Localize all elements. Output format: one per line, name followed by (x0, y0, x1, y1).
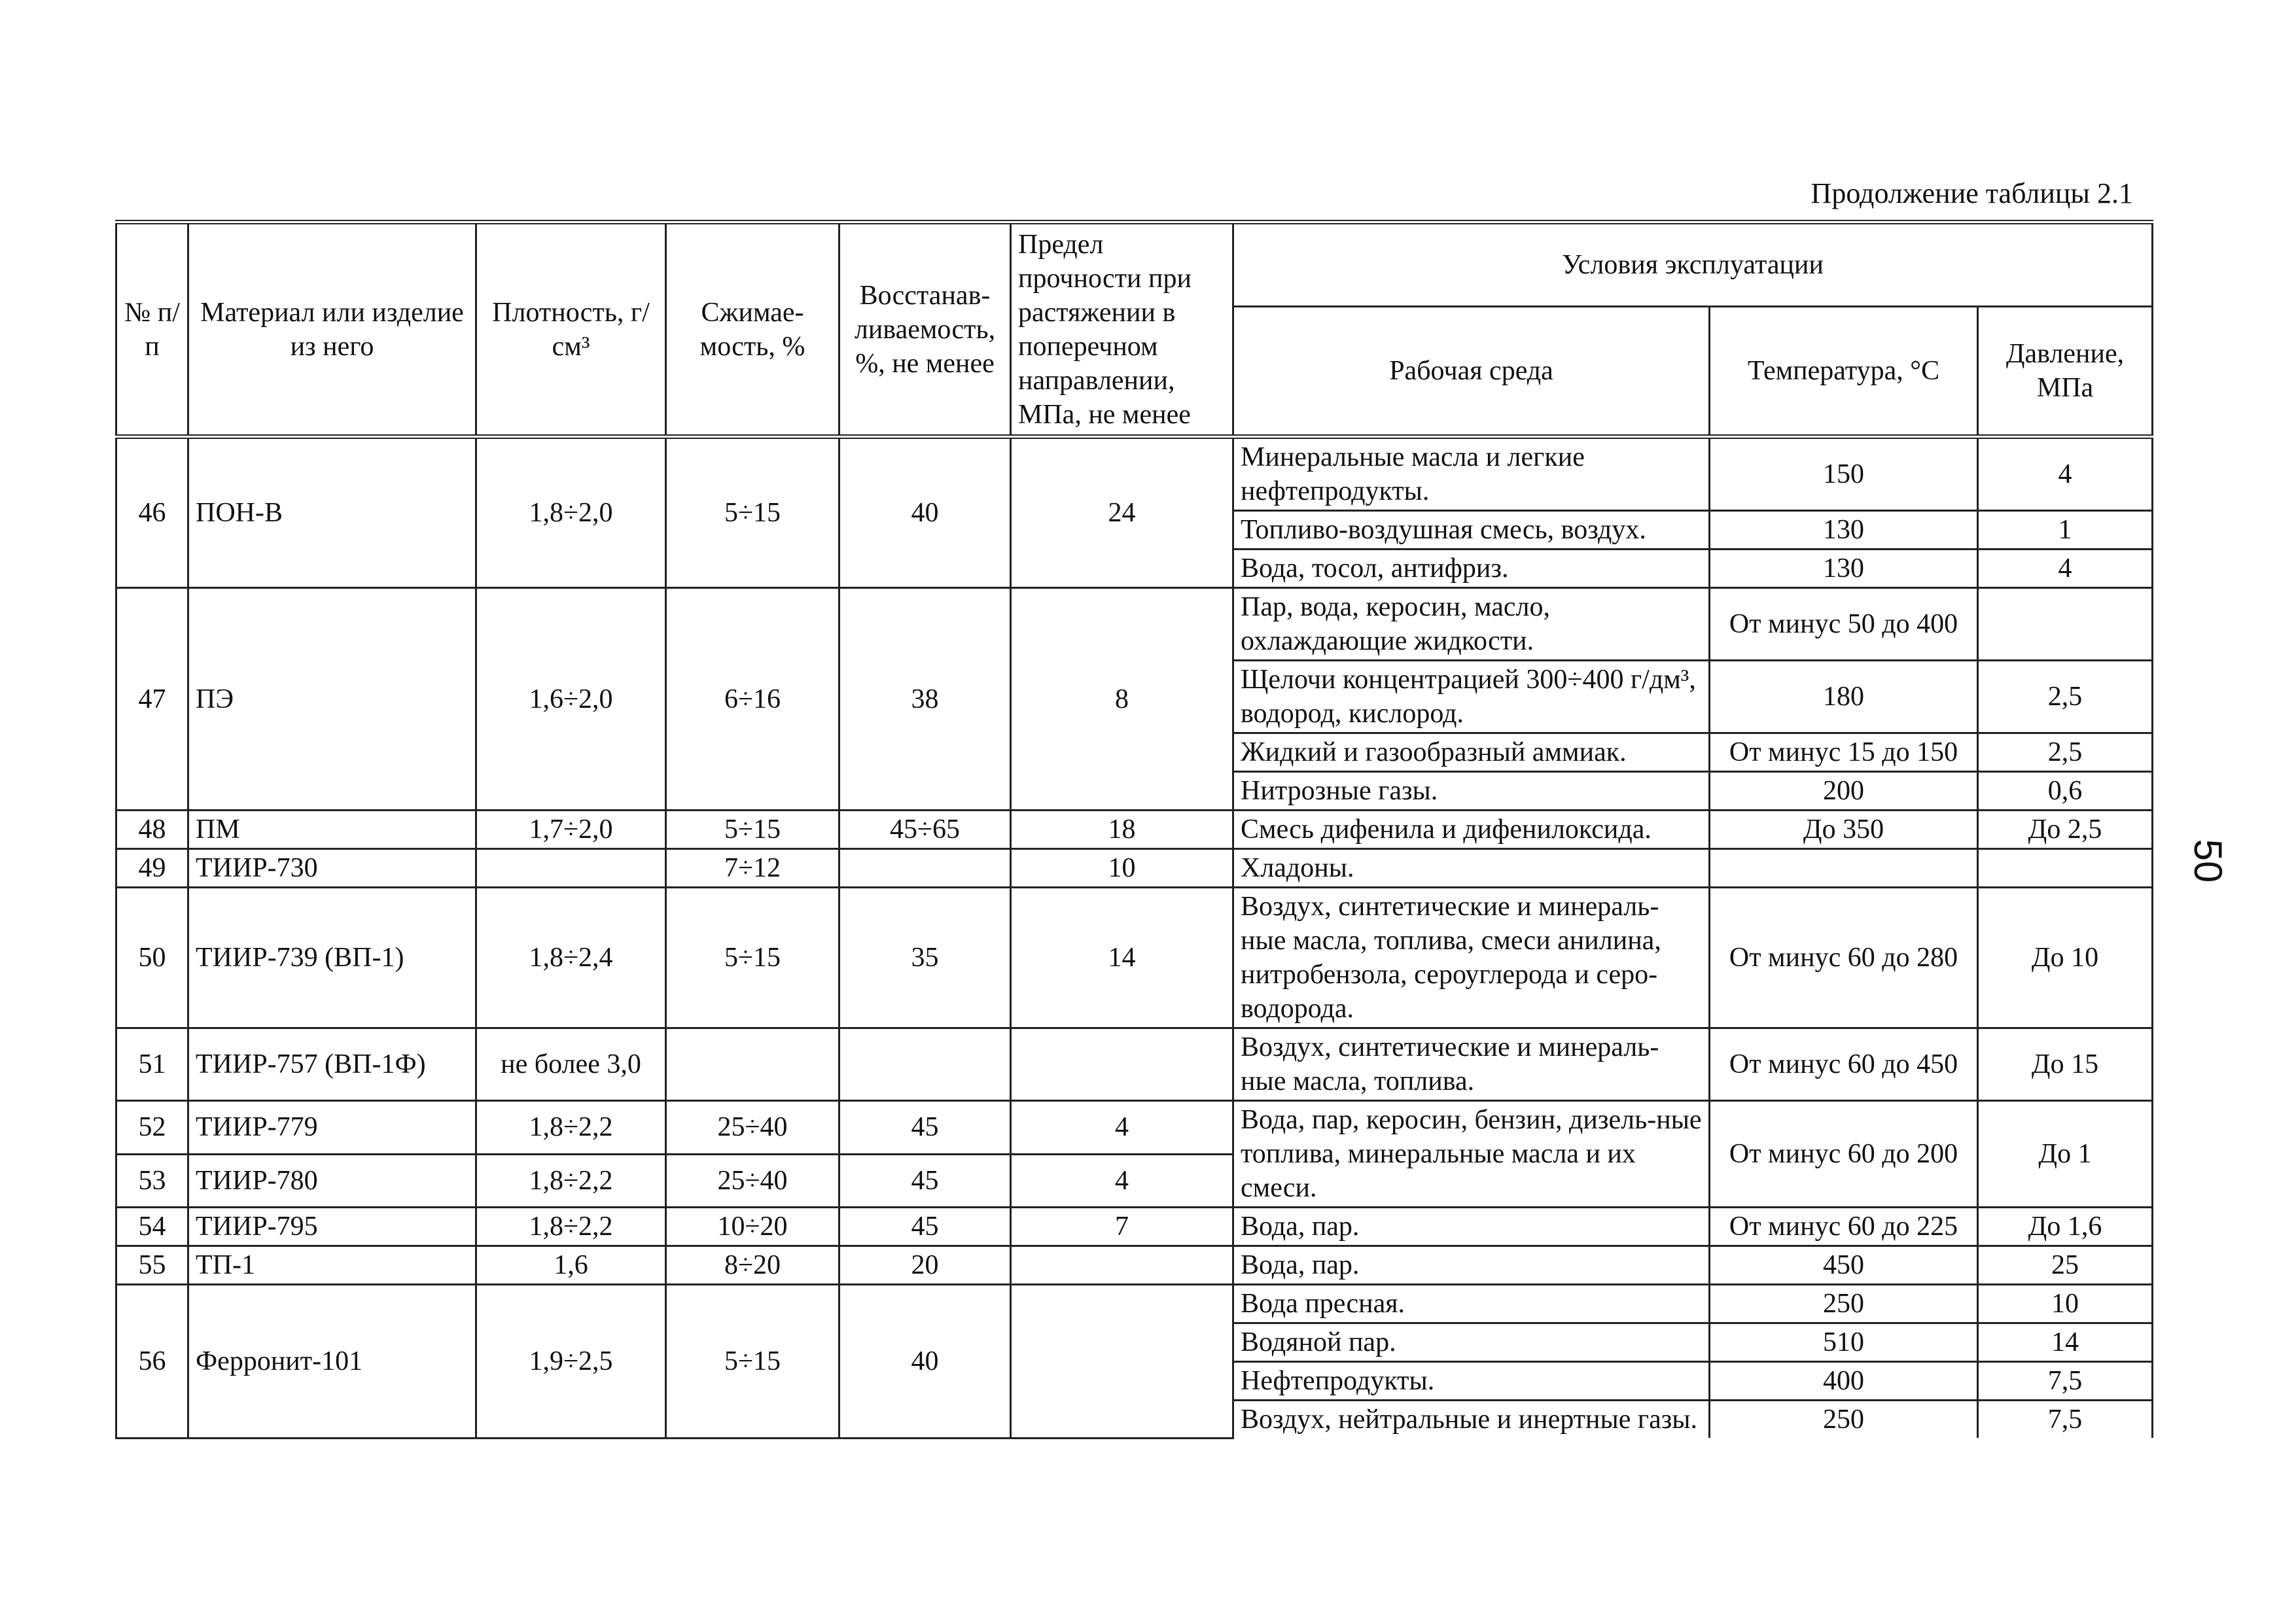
cell-material: ТИИР-779 (188, 1101, 476, 1155)
cell-recovery (839, 1028, 1011, 1101)
header-density: Плотность, г/см³ (476, 222, 666, 437)
cell-recovery: 40 (839, 437, 1011, 588)
cell-compressibility: 5÷15 (666, 437, 839, 588)
cell-compressibility (666, 1028, 839, 1101)
cell-working-medium: Водяной пар. (1233, 1323, 1710, 1362)
cell-material: ПМ (188, 811, 476, 849)
cell-compressibility: 5÷15 (666, 888, 839, 1028)
cell-working-medium: Вода, тосол, антифриз. (1233, 550, 1710, 588)
cell-pressure (1978, 588, 2153, 661)
cell-pressure: До 1 (1978, 1101, 2153, 1208)
cell-density: 1,8÷2,0 (476, 437, 666, 588)
cell-recovery (839, 849, 1011, 888)
cell-density: 1,6 (476, 1246, 666, 1285)
cell-compressibility: 8÷20 (666, 1246, 839, 1285)
cell-no: 54 (116, 1208, 188, 1246)
cell-density (476, 849, 666, 888)
cell-pressure: 7,5 (1978, 1362, 2153, 1401)
cell-recovery: 45 (839, 1208, 1011, 1246)
cell-working-medium: Воздух, нейтральные и инертные газы. (1233, 1401, 1710, 1439)
table-row (116, 1246, 2153, 1285)
header-no: № п/п (116, 222, 188, 437)
cell-tensile-strength: 4 (1011, 1154, 1233, 1208)
cell-recovery: 45 (839, 1101, 1011, 1155)
cell-working-medium: Минеральные масла и легкие нефтепродукты. (1233, 437, 1710, 511)
cell-density: 1,8÷2,2 (476, 1101, 666, 1155)
header-compressibility: Сжимае-мость, % (666, 222, 839, 437)
header-tensile-strength: Предел прочности при растяжении в поперечном направлении, МПа, не менее (1011, 222, 1233, 437)
cell-working-medium: Топливо-воздушная смесь, воздух. (1233, 511, 1710, 550)
cell-density: 1,6÷2,0 (476, 588, 666, 811)
cell-no: 56 (116, 1285, 188, 1439)
cell-pressure: 1 (1978, 511, 2153, 550)
cell-compressibility: 6÷16 (666, 588, 839, 811)
table-row (116, 1285, 2153, 1323)
cell-working-medium: Вода, пар, керосин, бензин, дизель-ные топлива, минеральные масла и их смеси. (1233, 1101, 1710, 1208)
cell-no: 51 (116, 1028, 188, 1101)
cell-material: ТИИР-757 (ВП-1Ф) (188, 1028, 476, 1101)
cell-material: Ферронит-101 (188, 1285, 476, 1439)
cell-pressure: 14 (1978, 1323, 2153, 1362)
page-number: 50 (2186, 839, 2230, 883)
cell-working-medium: Жидкий и газообразный аммиак. (1233, 733, 1710, 772)
materials-table-grid (115, 220, 2153, 1439)
table-row (116, 1208, 2153, 1246)
cell-material: ТП-1 (188, 1246, 476, 1285)
cell-tensile-strength: 18 (1011, 811, 1233, 849)
cell-temperature: 130 (1710, 511, 1978, 550)
cell-working-medium: Щелочи концентрацией 300÷400 г/дм³, водород, кислород. (1233, 661, 1710, 733)
cell-tensile-strength: 10 (1011, 849, 1233, 888)
cell-temperature: 510 (1710, 1323, 1978, 1362)
cell-recovery: 45 (839, 1154, 1011, 1208)
cell-recovery: 45÷65 (839, 811, 1011, 849)
cell-temperature: 130 (1710, 550, 1978, 588)
cell-temperature: 450 (1710, 1246, 1978, 1285)
table-header (116, 222, 2153, 437)
cell-temperature: 400 (1710, 1362, 1978, 1401)
cell-compressibility: 5÷15 (666, 811, 839, 849)
cell-temperature: От минус 60 до 450 (1710, 1028, 1978, 1101)
cell-temperature: От минус 15 до 150 (1710, 733, 1978, 772)
cell-temperature: До 350 (1710, 811, 1978, 849)
cell-pressure: 4 (1978, 550, 2153, 588)
header-pressure: Давление, МПа (1978, 307, 2153, 437)
cell-no: 47 (116, 588, 188, 811)
cell-working-medium: Вода, пар. (1233, 1208, 1710, 1246)
cell-material: ПЭ (188, 588, 476, 811)
cell-tensile-strength (1011, 1028, 1233, 1101)
cell-temperature: 250 (1710, 1401, 1978, 1439)
cell-no: 48 (116, 811, 188, 849)
cell-temperature: 250 (1710, 1285, 1978, 1323)
cell-tensile-strength (1011, 1246, 1233, 1285)
cell-material: ТИИР-795 (188, 1208, 476, 1246)
cell-pressure: 0,6 (1978, 772, 2153, 811)
cell-temperature: От минус 60 до 225 (1710, 1208, 1978, 1246)
cell-compressibility: 25÷40 (666, 1101, 839, 1155)
cell-no: 55 (116, 1246, 188, 1285)
cell-compressibility: 7÷12 (666, 849, 839, 888)
cell-material: ТИИР-780 (188, 1154, 476, 1208)
cell-no: 46 (116, 437, 188, 588)
cell-density: 1,9÷2,5 (476, 1285, 666, 1439)
cell-pressure: До 10 (1978, 888, 2153, 1028)
cell-density: 1,8÷2,2 (476, 1208, 666, 1246)
cell-working-medium: Пар, вода, керосин, масло, охлаждающие жидкости. (1233, 588, 1710, 661)
cell-density: 1,7÷2,0 (476, 811, 666, 849)
cell-no: 49 (116, 849, 188, 888)
cell-recovery: 35 (839, 888, 1011, 1028)
table-body (116, 437, 2153, 1439)
cell-tensile-strength: 4 (1011, 1101, 1233, 1155)
cell-working-medium: Хладоны. (1233, 849, 1710, 888)
cell-compressibility: 25÷40 (666, 1154, 839, 1208)
table-row (116, 888, 2153, 1028)
cell-recovery: 20 (839, 1246, 1011, 1285)
cell-tensile-strength: 8 (1011, 588, 1233, 811)
cell-tensile-strength: 24 (1011, 437, 1233, 588)
table-row (116, 849, 2153, 888)
cell-working-medium: Воздух, синтетические и минераль-ные масла, топлива, смеси анилина, нитробензола, сероуглерода и серо-водорода. (1233, 888, 1710, 1028)
cell-tensile-strength: 14 (1011, 888, 1233, 1028)
cell-working-medium: Нефтепродукты. (1233, 1362, 1710, 1401)
table-row (116, 588, 2153, 661)
cell-pressure (1978, 849, 2153, 888)
cell-material: ТИИР-739 (ВП-1) (188, 888, 476, 1028)
cell-compressibility: 5÷15 (666, 1285, 839, 1439)
cell-compressibility: 10÷20 (666, 1208, 839, 1246)
cell-density: 1,8÷2,2 (476, 1154, 666, 1208)
cell-no: 53 (116, 1154, 188, 1208)
cell-pressure: До 1,6 (1978, 1208, 2153, 1246)
cell-pressure: 25 (1978, 1246, 2153, 1285)
table-row (116, 1101, 2153, 1155)
cell-recovery: 40 (839, 1285, 1011, 1439)
table-caption: Продолжение таблицы 2.1 (1810, 177, 2133, 209)
cell-working-medium: Вода пресная. (1233, 1285, 1710, 1323)
cell-temperature: 200 (1710, 772, 1978, 811)
cell-material: ПОН-В (188, 437, 476, 588)
cell-temperature: 150 (1710, 437, 1978, 511)
header-working-medium: Рабочая среда (1233, 307, 1710, 437)
header-recovery: Восстанав-ливаемость, %, не менее (839, 222, 1011, 437)
cell-pressure: 10 (1978, 1285, 2153, 1323)
cell-recovery: 38 (839, 588, 1011, 811)
materials-table (115, 220, 2151, 1439)
cell-working-medium: Смесь дифенила и дифенилоксида. (1233, 811, 1710, 849)
cell-density: 1,8÷2,4 (476, 888, 666, 1028)
table-row (116, 437, 2153, 511)
cell-pressure: До 2,5 (1978, 811, 2153, 849)
table-row (116, 811, 2153, 849)
cell-pressure: 2,5 (1978, 661, 2153, 733)
cell-temperature (1710, 849, 1978, 888)
cell-working-medium: Вода, пар. (1233, 1246, 1710, 1285)
cell-temperature: 180 (1710, 661, 1978, 733)
cell-temperature: От минус 60 до 200 (1710, 1101, 1978, 1208)
cell-density: не более 3,0 (476, 1028, 666, 1101)
cell-pressure: До 15 (1978, 1028, 2153, 1101)
cell-pressure: 4 (1978, 437, 2153, 511)
table-row (116, 1028, 2153, 1101)
cell-pressure: 2,5 (1978, 733, 2153, 772)
cell-material: ТИИР-730 (188, 849, 476, 888)
cell-working-medium: Нитрозные газы. (1233, 772, 1710, 811)
header-operating-conditions: Условия эксплуатации (1233, 222, 2153, 307)
cell-temperature: От минус 60 до 280 (1710, 888, 1978, 1028)
cell-working-medium: Воздух, синтетические и минераль-ные масла, топлива. (1233, 1028, 1710, 1101)
cell-tensile-strength: 7 (1011, 1208, 1233, 1246)
header-temperature: Температура, °С (1710, 307, 1978, 437)
cell-no: 52 (116, 1101, 188, 1155)
header-material: Материал или изделие из него (188, 222, 476, 437)
cell-pressure: 7,5 (1978, 1401, 2153, 1439)
cell-tensile-strength (1011, 1285, 1233, 1439)
cell-no: 50 (116, 888, 188, 1028)
cell-temperature: От минус 50 до 400 (1710, 588, 1978, 661)
